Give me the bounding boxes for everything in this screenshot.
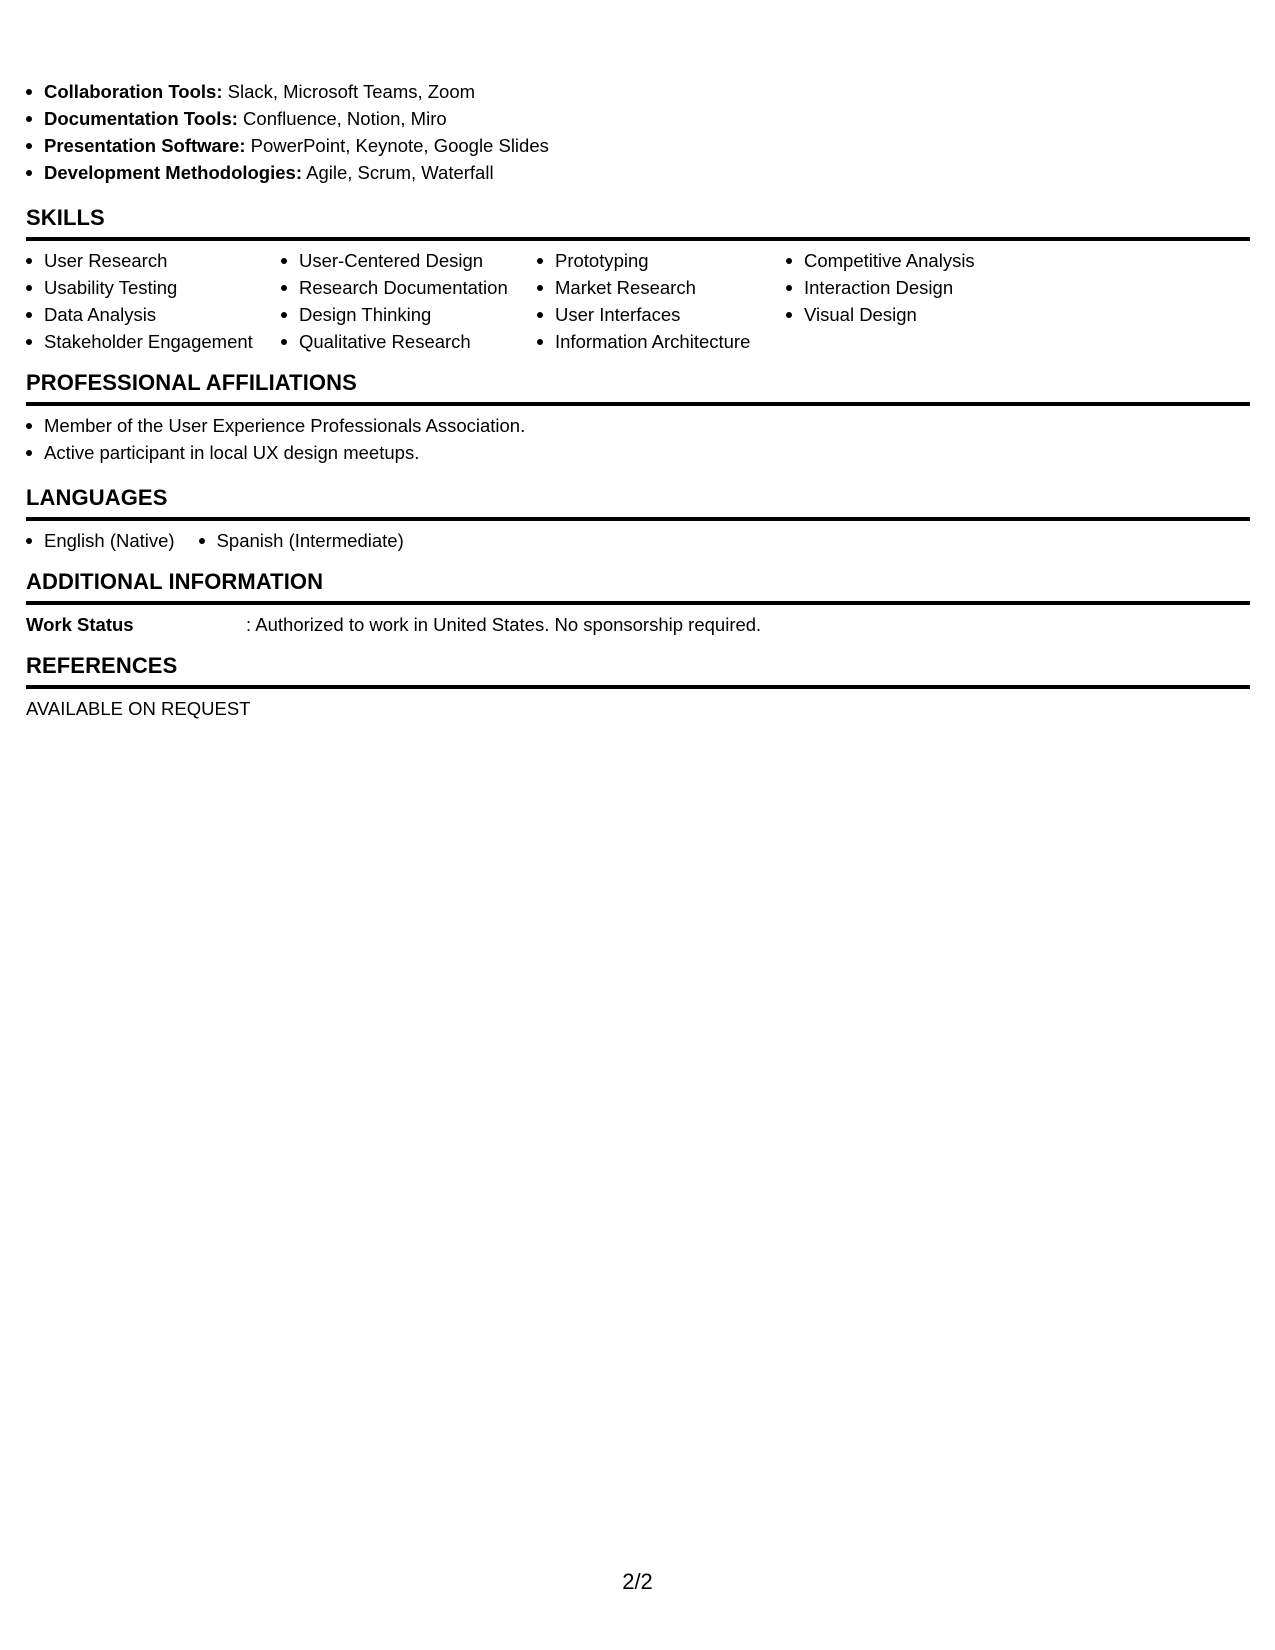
skill-item: User-Centered Design <box>281 247 537 274</box>
skill-item: Data Analysis <box>26 301 281 328</box>
section-divider <box>26 601 1250 605</box>
skill-item: Prototyping <box>537 247 786 274</box>
skill-item: User Interfaces <box>537 301 786 328</box>
section-divider <box>26 517 1250 521</box>
work-status-row <box>26 611 1250 638</box>
skill-item: Research Documentation <box>281 274 537 301</box>
skill-item: Visual Design <box>786 301 1066 328</box>
languages-list <box>26 527 1250 554</box>
tool-category: Collaboration Tools: <box>44 81 223 102</box>
list-item <box>26 105 1250 132</box>
tool-values: PowerPoint, Keynote, Google Slides <box>245 135 549 156</box>
section-divider <box>26 237 1250 241</box>
list-item <box>26 159 1250 186</box>
list-item: Active participant in local UX design meetups. <box>26 439 1250 466</box>
list-item <box>26 78 1250 105</box>
tools-list <box>26 78 1250 186</box>
language-item: Spanish (Intermediate) <box>199 527 404 554</box>
skill-item: Stakeholder Engagement <box>26 328 281 355</box>
languages-heading: LANGUAGES <box>26 485 168 510</box>
skill-item: User Research <box>26 247 281 274</box>
tool-values: Agile, Scrum, Waterfall <box>302 162 494 183</box>
language-item: English (Native) <box>26 527 175 554</box>
skill-item: Usability Testing <box>26 274 281 301</box>
page-number: 2/2 <box>622 1569 653 1594</box>
skill-item: Interaction Design <box>786 274 1066 301</box>
tool-values: Confluence, Notion, Miro <box>237 108 447 129</box>
skills-heading: SKILLS <box>26 205 105 230</box>
skill-item: Competitive Analysis <box>786 247 1066 274</box>
skills-column <box>786 247 1066 355</box>
tool-category: Development Methodologies: <box>44 162 302 183</box>
affiliations-heading: PROFESSIONAL AFFILIATIONS <box>26 370 357 395</box>
list-item: Member of the User Experience Professionals Association. <box>26 412 1250 439</box>
skill-item: Design Thinking <box>281 301 537 328</box>
resume-page <box>26 78 1250 722</box>
skills-grid <box>26 247 1250 355</box>
work-status-value: : Authorized to work in United States. No sponsorship required. <box>246 614 762 635</box>
work-status-label: Work Status <box>26 614 134 635</box>
references-heading: REFERENCES <box>26 653 178 678</box>
skill-item: Market Research <box>537 274 786 301</box>
skills-column <box>26 247 281 355</box>
tool-category: Presentation Software: <box>44 135 246 156</box>
skill-item: Information Architecture <box>537 328 786 355</box>
section-divider <box>26 402 1250 406</box>
skills-column <box>537 247 786 355</box>
additional-info-heading: ADDITIONAL INFORMATION <box>26 569 324 594</box>
tool-category: Documentation Tools: <box>44 108 238 129</box>
skill-item: Qualitative Research <box>281 328 537 355</box>
list-item <box>26 132 1250 159</box>
tool-values: Slack, Microsoft Teams, Zoom <box>222 81 476 102</box>
affiliations-list <box>26 412 1250 466</box>
section-divider <box>26 685 1250 689</box>
references-text: AVAILABLE ON REQUEST <box>26 698 251 719</box>
skills-column <box>281 247 537 355</box>
